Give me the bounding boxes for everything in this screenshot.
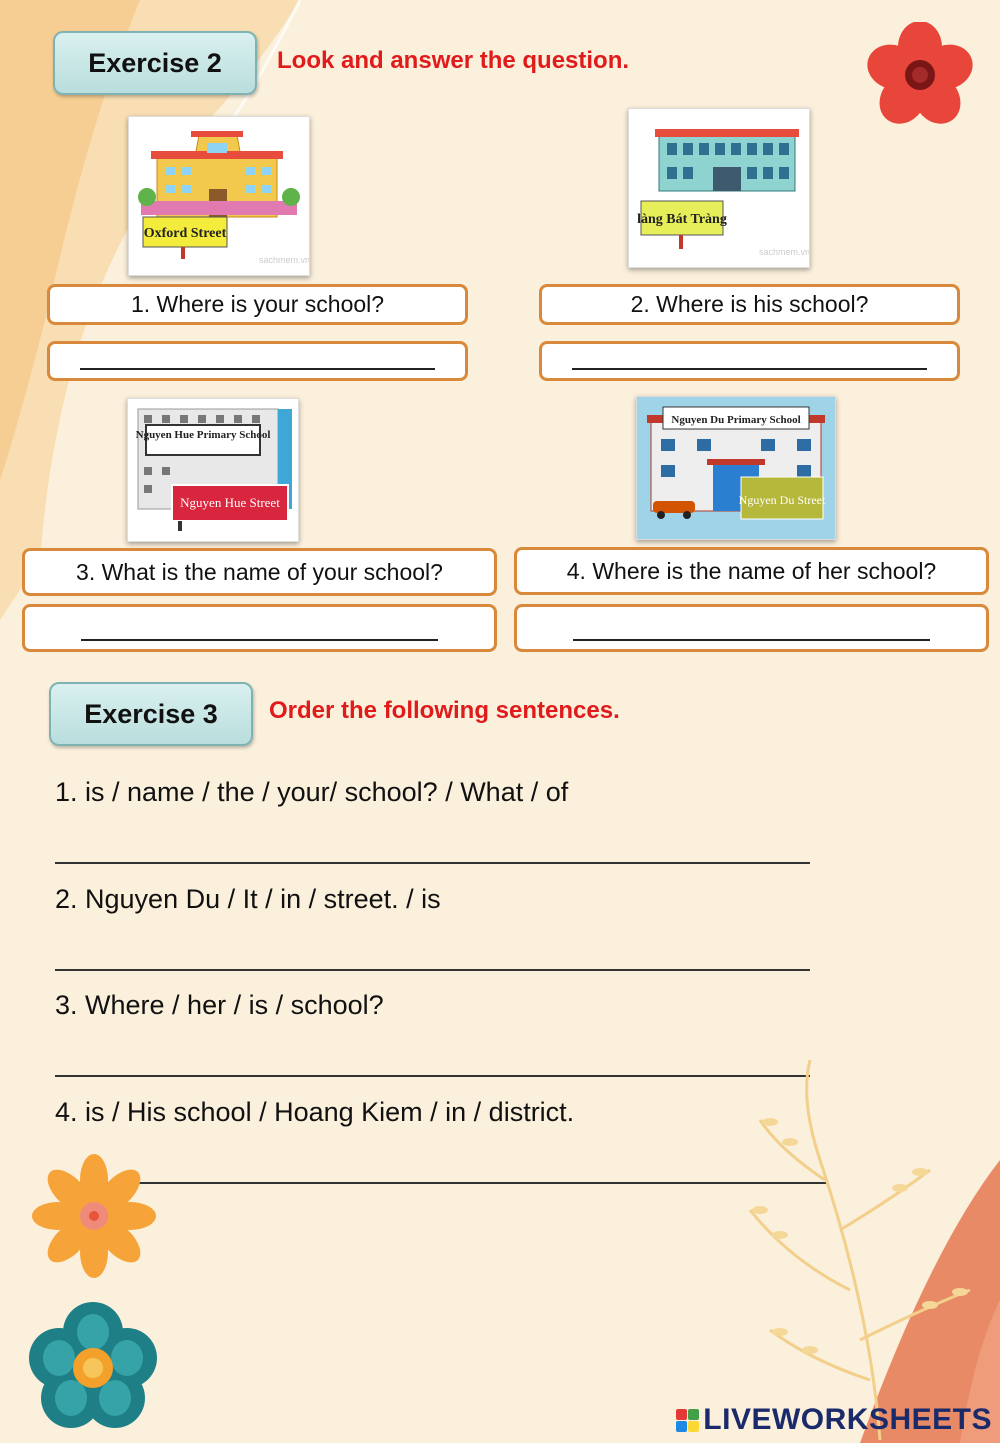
question-4: 4. Where is the name of her school? [514,547,989,595]
exercise-2-instruction: Look and answer the question. [277,47,630,74]
sentence-1: 1. is / name / the / your/ school? / What / of [55,777,569,807]
sign-text-2: làng Bát Tràng [637,212,727,227]
sentence-4: 4. is / His school / Hoang Kiem / in / district. [55,1097,575,1127]
answer-box-1[interactable] [47,341,468,381]
answer-box-4[interactable] [514,604,989,652]
question-3: 3. What is the name of your school? [22,548,497,596]
liveworksheets-logo-icon [676,1409,699,1432]
sentence-answer-3[interactable] [55,1047,810,1077]
answer-line-2 [572,368,927,370]
sentence-answer-4[interactable] [55,1154,827,1184]
exercise-3-instruction: Order the following sentences. [269,697,620,724]
sentence-2: 2. Nguyen Du / It / in / street. / is [55,884,441,914]
sentence-3: 3. Where / her / is / school? [55,990,384,1020]
question-1: 1. Where is your school? [47,284,468,325]
watermark-1: sachmem.vn [259,255,309,265]
answer-line-4 [573,639,930,641]
school-sign-text-4: Nguyen Du Primary School [671,414,801,426]
answer-line-1 [80,368,435,370]
school-picture-2 [628,108,810,268]
exercise-2-tag [53,31,257,95]
school-sign-text-3: Nguyen Hue Primary School [135,429,271,441]
answer-input-3[interactable] [81,611,438,639]
sign-text-4: Nguyen Du Street [738,493,826,507]
orange-flower-icon [32,1152,156,1280]
sign-text-3: Nguyen Hue Street [180,495,280,510]
school-picture-3 [127,398,299,542]
sentence-input-3[interactable] [55,1047,814,1077]
answer-input-1[interactable] [80,348,435,368]
answer-box-2[interactable] [539,341,960,381]
sentence-answer-2[interactable] [55,941,810,971]
sign-text-1: Oxford Street [143,226,227,241]
sentence-input-1[interactable] [55,834,814,864]
branch-decoration-icon [730,1060,1000,1440]
watermark-2: sachmem.vn [759,247,809,257]
exercise-3-label: Exercise 3 [84,698,218,729]
answer-input-2[interactable] [572,348,927,368]
exercise-3-tag [49,682,253,746]
answer-input-4[interactable] [573,611,930,639]
exercise-2-label: Exercise 2 [88,47,222,78]
sentence-input-4[interactable] [55,1154,831,1184]
liveworksheets-brand[interactable] [676,1403,992,1437]
school-picture-4 [636,396,836,540]
answer-line-3 [81,639,438,641]
question-2: 2. Where is his school? [539,284,960,325]
sentence-input-2[interactable] [55,941,814,971]
sentence-answer-1[interactable] [55,834,810,864]
red-flower-icon [860,22,980,127]
answer-box-3[interactable] [22,604,497,652]
teal-flower-icon [22,1302,164,1434]
brand-name: LIVEWORKSHEETS [703,1403,992,1436]
school-picture-1 [128,116,310,276]
